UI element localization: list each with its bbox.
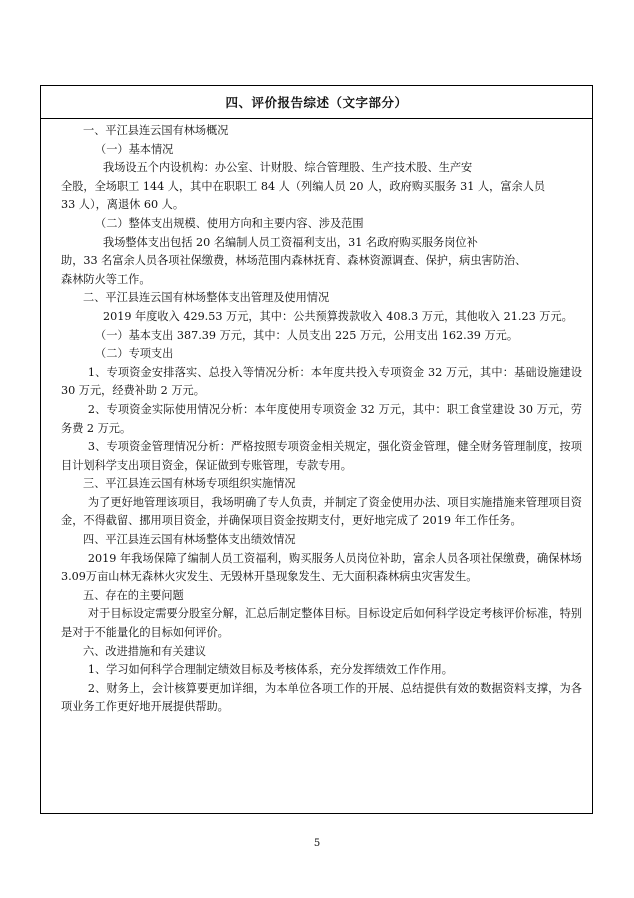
heading-problems: 五、存在的主要问题: [83, 588, 184, 602]
special-funds-arrangement: 1、专项资金安排落实、总投入等情况分析：本年度共投入专项资金 32 万元，其中：基础设施建设 30 万元，经费补助 2 万元。: [61, 365, 582, 398]
section-title-row: [41, 86, 592, 119]
heading-overview: 一、平江县连云国有林场概况: [83, 124, 229, 137]
special-funds-management: 3、专项资金管理情况分析：严格按照专项资金相关规定，强化资金管理，健全财务管理制度，按项目计划科学支出项目资金，保证做到专账管理，专款专用。: [61, 440, 582, 472]
subheading-overall-spending: （二）整体支出规模、使用方向和主要内容、涉及范围: [95, 216, 364, 230]
suggestion-2: 2、财务上，会计核算要更加详细，为本单位各项工作的开展、总结提供有效的数据资料支撑，为各项业务工作更好地开展提供帮助。: [61, 681, 582, 714]
heading-spending-management: 二、平江县连云国有林场整体支出管理及使用情况: [83, 291, 330, 305]
overall-spending-line-3: 森林防火等工作。: [61, 272, 151, 286]
basic-info-line-1: 我场设五个内设机构：办公室、计财股、综合管理股、生产技术股、生产安: [103, 161, 473, 175]
heading-implementation: 三、平江县连云国有林场专项组织实施情况: [83, 477, 296, 491]
report-frame: [40, 85, 593, 814]
performance-paragraph: 2019 年我场保障了编制人员工资福利，购买服务人员岗位补助，富余人员各项社保缴费，确保林场3.09万亩山林无森林火灾发生、无毁林开垦现象发生、无大面积森林病虫灾害发生。: [61, 551, 582, 584]
income-summary: 2019 年度收入 429.53 万元，其中：公共预算拨款收入 408.3 万元，其他收入 21.23 万元。: [103, 309, 573, 323]
section-title: 四、评价报告综述（文字部分）: [225, 95, 408, 110]
page-number: 5: [313, 838, 321, 849]
report-body: [41, 119, 592, 717]
basic-info-line-3: 33 人），离退休 60 人。: [61, 198, 185, 212]
heading-performance: 四、平江县连云国有林场整体支出绩效情况: [83, 533, 296, 547]
basic-expenditure: （一）基本支出 387.39 万元，其中：人员支出 225 万元，公用支出 162.39 万元。: [95, 328, 519, 342]
overall-spending-line-1: 我场整体支出包括 20 名编制人员工资福利支出，31 名政府购买服务岗位补: [103, 235, 478, 249]
overall-spending-line-2: 助，33 名富余人员各项社保缴费，林场范围内森林抚育、森林资源调查、保护，病虫害防治、: [61, 254, 527, 268]
problems-paragraph: 对于目标设定需要分股室分解，汇总后制定整体目标。目标设定后如何科学设定考核评价标准，特别是对于不能量化的目标如何评价。: [61, 607, 582, 640]
basic-info-line-2: 全股，全场职工 144 人，其中在职职工 84 人（列编人员 20 人，政府购买服务 31 人，富余人员: [61, 179, 546, 193]
subheading-basic-info: （一）基本情况: [95, 142, 174, 156]
special-funds-usage: 2、专项资金实际使用情况分析：本年度使用专项资金 32 万元，其中：职工食堂建设 30 万元，劳务费 2 万元。: [61, 402, 582, 435]
suggestion-1: 1、学习如何科学合理制定绩效目标及考核体系，充分发挥绩效工作作用。: [87, 663, 453, 677]
implementation-paragraph: 为了更好地管理该项目，我场明确了专人负责，并制定了资金使用办法、项目实施措施来管理项目资金，不得截留、挪用项目资金，并确保项目资金按期支付，更好地完成了 2019 年工作任务。: [61, 495, 582, 528]
subheading-special-expenditure: （二）专项支出: [95, 347, 174, 361]
heading-suggestions: 六、改进措施和有关建议: [83, 644, 207, 658]
